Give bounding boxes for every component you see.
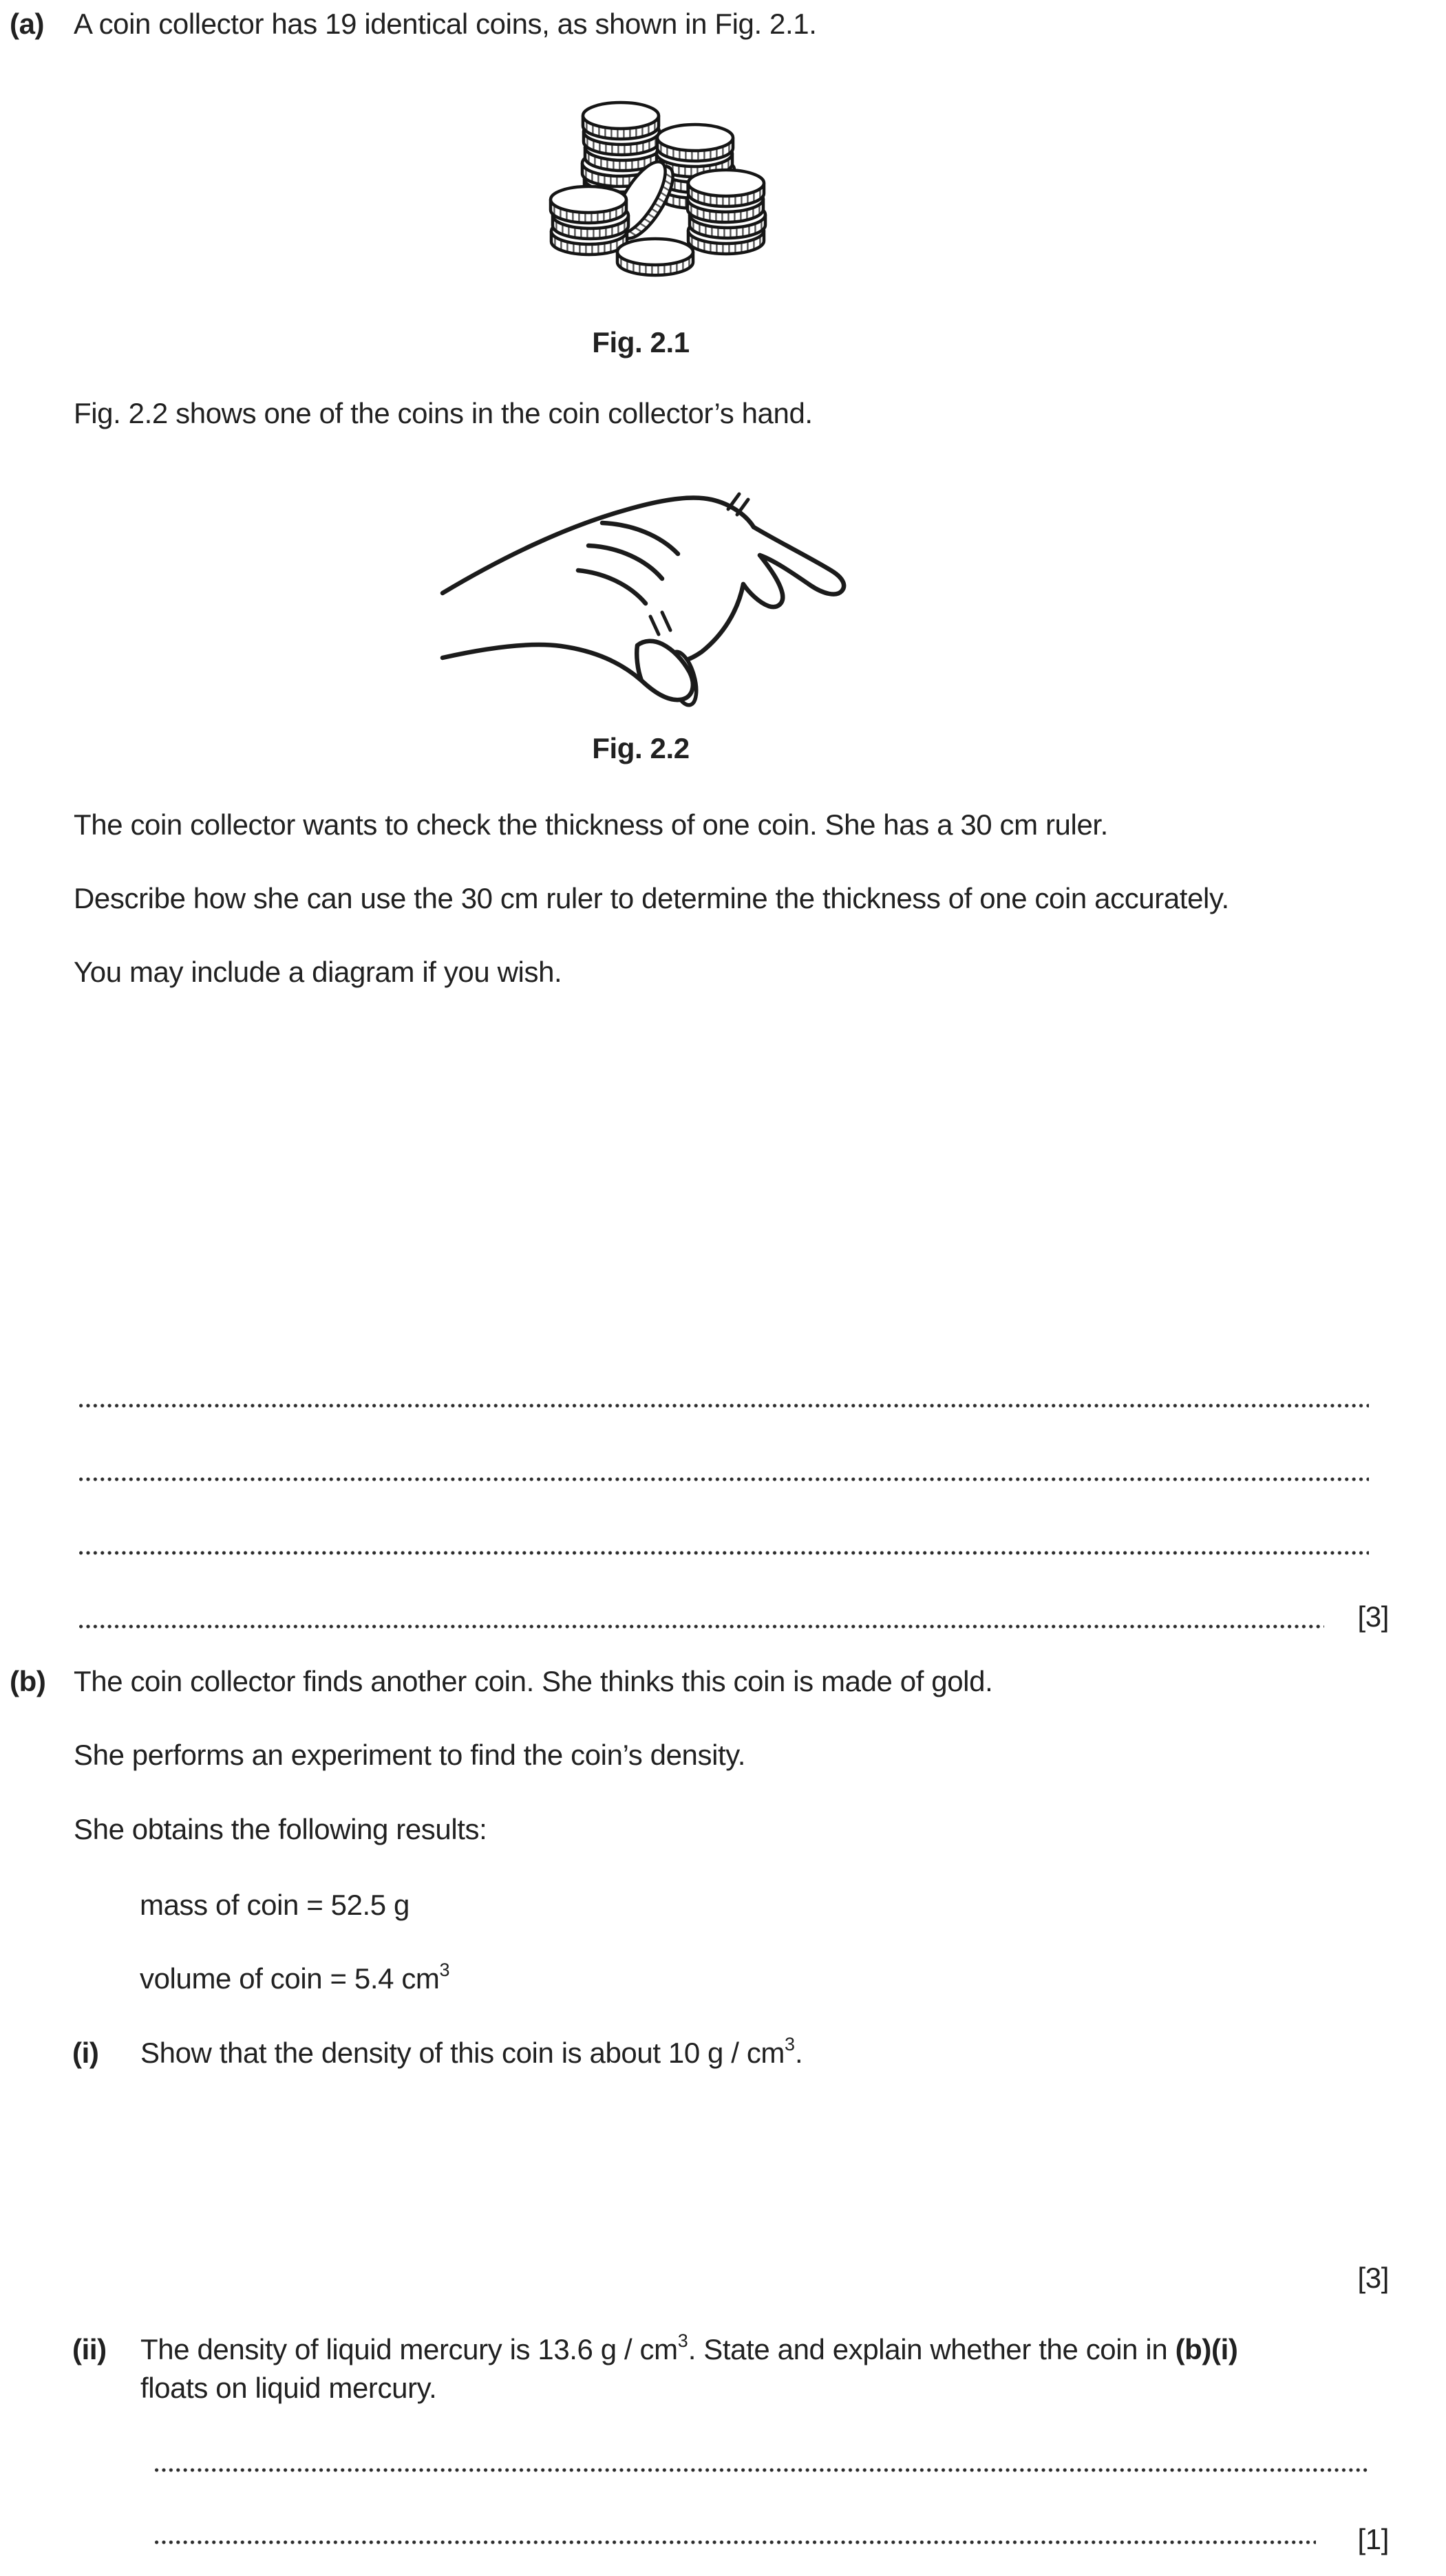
hand-icon	[439, 482, 849, 710]
fig-2-2-intro: Fig. 2.2 shows one of the coins in the coin collector’s hand.	[74, 397, 813, 429]
fig-2-1-coins-illustration	[518, 95, 790, 279]
part-a-marks: [3]	[1357, 1600, 1389, 1633]
answer-line	[155, 2540, 1316, 2544]
part-b-ii-marks: [1]	[1357, 2523, 1389, 2555]
density-exponent: 3	[785, 2034, 796, 2054]
result-mass: mass of coin = 52.5 g	[140, 1889, 410, 1921]
answer-line	[79, 1624, 1324, 1629]
part-b-row	[10, 1662, 992, 1701]
answer-line	[79, 1551, 1369, 1555]
para-ruler: The coin collector wants to check the thickness of one coin. She has a 30 cm ruler.	[74, 808, 1108, 841]
fig-2-2-caption: Fig. 2.2	[592, 732, 690, 764]
para-experiment: She performs an experiment to find the coin’s density.	[74, 1739, 746, 1771]
part-b-ii-text: The density of liquid mercury is 13.6 g / $cm^3$. State and explain whether the coin in (b)(i) floats on liquid mercury.	[140, 2330, 1238, 2404]
fig-2-1-caption: Fig. 2.1	[592, 326, 690, 358]
part-b-i-marks: [3]	[1357, 2262, 1389, 2294]
para-diagram: You may include a diagram if you wish.	[74, 956, 562, 988]
fig-2-2-hand-illustration	[439, 482, 849, 710]
part-b-intro: The coin collector finds another coin. She thinks this coin is made of gold.	[74, 1665, 993, 1697]
part-b-ii-label: (ii)	[72, 2333, 107, 2365]
part-b-ii-row	[72, 2330, 1237, 2407]
result-volume: volume of coin = 5.4 $cm^3$	[140, 1960, 450, 1995]
para-results: She obtains the following results:	[74, 1813, 487, 1845]
part-b-i-label: (i)	[72, 2037, 99, 2069]
part-b-i-row	[72, 2034, 802, 2072]
answer-line	[79, 1477, 1369, 1481]
answer-line	[155, 2468, 1369, 2472]
mercury-density-exponent: 3	[677, 2330, 688, 2351]
part-a-intro: A coin collector has 19 identical coins, as shown in Fig. 2.1.	[74, 8, 817, 40]
coins-icon	[518, 95, 790, 279]
part-reference: (b)(i)	[1175, 2333, 1238, 2365]
answer-line	[79, 1404, 1369, 1408]
part-b-label: (b)	[10, 1665, 46, 1697]
volume-exponent: 3	[439, 1960, 450, 1980]
part-b-i-text: Show that the density of this coin is about 10 g / $cm^3$.	[140, 2034, 803, 2069]
para-describe: Describe how she can use the 30 cm ruler to determine the thickness of one coin accurately.	[74, 882, 1229, 914]
part-a-row	[10, 5, 816, 43]
part-a-label: (a)	[10, 8, 45, 40]
